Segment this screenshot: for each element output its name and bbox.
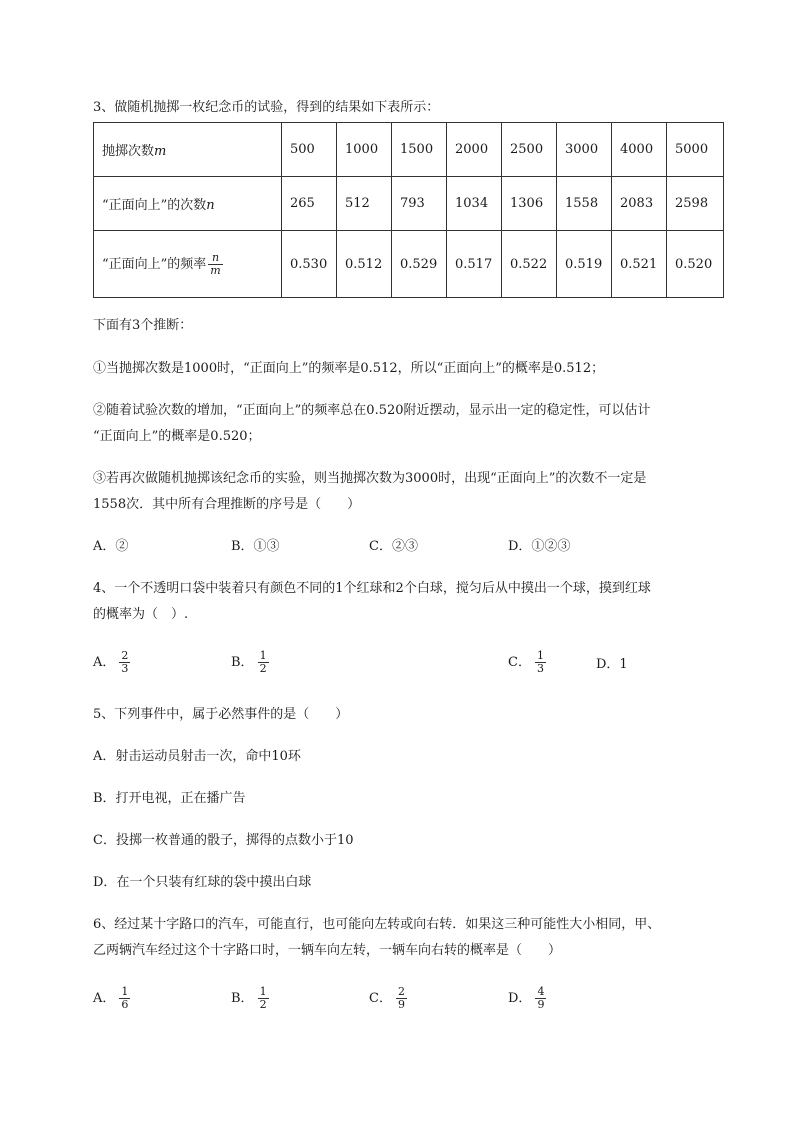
fraction-denominator: 6 — [121, 998, 129, 1011]
table-row — [94, 123, 724, 177]
fraction-denominator: 2 — [259, 662, 267, 675]
q5-option-a: A．射击运动员射击一次，命中10环 — [93, 749, 301, 764]
option-label: A． — [93, 655, 116, 670]
fraction-numerator: n — [208, 252, 222, 265]
fraction-numerator: 4 — [537, 985, 545, 998]
row-variable: n — [206, 198, 215, 213]
q3-option-a: A．② — [93, 539, 129, 554]
q6-option-b — [231, 986, 269, 1011]
fraction — [396, 986, 407, 1011]
table-cell: 2598 — [667, 177, 724, 231]
table-row-header — [94, 231, 282, 298]
q3-statement-2b: “正面向上”的概率是0.520； — [93, 429, 261, 444]
table-cell: 0.519 — [557, 231, 612, 298]
table-cell: 1500 — [392, 123, 447, 177]
q4-stem-a: 4、一个不透明口袋中装着只有颜色不同的1个红球和2个白球，搅匀后从中摸出一个球，摸到红球 — [93, 581, 651, 596]
table-cell: 2083 — [612, 177, 667, 231]
q6-option-a — [93, 986, 130, 1011]
row-label: “正面向上”的次数 — [102, 198, 207, 213]
fraction — [258, 986, 269, 1011]
table-cell: 4000 — [612, 123, 667, 177]
fraction-numerator: 1 — [121, 985, 129, 998]
table-cell: 500 — [282, 123, 337, 177]
q3-statement-3b: 1558次．其中所有合理推断的序号是（ ） — [93, 497, 361, 512]
table-cell: 1034 — [447, 177, 502, 231]
table-cell: 5000 — [667, 123, 724, 177]
fraction-denominator: 2 — [259, 998, 267, 1011]
fraction-numerator: 2 — [121, 649, 129, 662]
option-label: A． — [93, 991, 116, 1006]
q3-statement-1: ①当抛掷次数是1000时，“正面向上”的频率是0.512，所以“正面向上”的概率是0.512； — [93, 361, 605, 376]
q5-option-c: C．投掷一枚普通的骰子，掷得的点数小于10 — [93, 833, 354, 848]
q6-option-d — [508, 986, 546, 1011]
table-row — [94, 177, 724, 231]
table-cell: 0.512 — [337, 231, 392, 298]
fraction-denominator: 3 — [536, 662, 544, 675]
option-label: D． — [508, 991, 532, 1006]
q6-stem-b: 乙两辆汽车经过这个十字路口时，一辆车向左转，一辆车向右转的概率是（ ） — [93, 943, 562, 958]
table-row-header — [94, 123, 282, 177]
q5-option-d: D．在一个只装有红球的袋中摸出白球 — [93, 875, 312, 890]
q4-option-b — [231, 650, 269, 675]
q4-option-d: D．1 — [596, 657, 628, 672]
table-cell: 0.520 — [667, 231, 724, 298]
q6-stem-a: 6、经过某十字路口的汽车，可能直行，也可能向左转或向右转．如果这三种可能性大小相同，甲、 — [93, 917, 661, 932]
option-label: B． — [231, 655, 254, 670]
q3-option-d: D．①②③ — [508, 539, 571, 554]
coin-toss-table — [93, 122, 724, 298]
q4-option-c — [508, 650, 546, 675]
fraction — [535, 650, 546, 675]
q3-option-b: B．①③ — [231, 539, 280, 554]
table-row — [94, 231, 724, 298]
q3-statement-2a: ②随着试验次数的增加，“正面向上”的频率总在0.520附近摆动，显示出一定的稳定性，可以估计 — [93, 403, 651, 418]
fraction-denominator: 3 — [121, 662, 129, 675]
fraction-denominator: m — [210, 263, 221, 277]
option-label: C． — [508, 655, 531, 670]
fraction-numerator: 1 — [259, 649, 267, 662]
fraction-denominator: 9 — [537, 998, 545, 1011]
fraction-numerator: 1 — [259, 985, 267, 998]
table-cell: 265 — [282, 177, 337, 231]
table-cell: 3000 — [557, 123, 612, 177]
fraction — [119, 650, 130, 675]
table-cell: 0.522 — [502, 231, 557, 298]
table-cell: 2000 — [447, 123, 502, 177]
table-cell: 0.529 — [392, 231, 447, 298]
row-label: 抛掷次数 — [102, 144, 155, 159]
fraction-numerator: 2 — [397, 985, 405, 998]
fraction — [258, 650, 269, 675]
q5-stem: 5、下列事件中，属于必然事件的是（ ） — [93, 707, 349, 722]
fraction — [208, 252, 222, 277]
table-cell: 512 — [337, 177, 392, 231]
q6-option-c — [369, 986, 407, 1011]
fraction-numerator: 1 — [536, 649, 544, 662]
table-cell: 1000 — [337, 123, 392, 177]
table-row-header — [94, 177, 282, 231]
q4-stem-b: 的概率为（ ）. — [93, 607, 189, 622]
row-label: “正面向上”的频率 — [102, 256, 207, 272]
fraction — [535, 986, 546, 1011]
table-cell: 0.521 — [612, 231, 667, 298]
q3-option-c: C．②③ — [369, 539, 418, 554]
table-cell: 0.530 — [282, 231, 337, 298]
q4-option-a — [93, 650, 130, 675]
row-variable: m — [154, 144, 167, 159]
q3-statement-3a: ③若再次做随机抛掷该纪念币的实验，则当抛掷次数为3000时，出现“正面向上”的次数不一定是 — [93, 471, 647, 486]
fraction — [119, 986, 130, 1011]
option-label: C． — [369, 991, 392, 1006]
q3-intro: 下面有3个推断： — [93, 318, 193, 333]
q3-stem: 3、做随机抛掷一枚纪念币的试验，得到的结果如下表所示： — [93, 100, 440, 115]
q5-option-b: B．打开电视，正在播广告 — [93, 791, 246, 806]
table-cell: 793 — [392, 177, 447, 231]
table-cell: 2500 — [502, 123, 557, 177]
fraction-denominator: 9 — [397, 998, 405, 1011]
option-label: B． — [231, 991, 254, 1006]
table-cell: 0.517 — [447, 231, 502, 298]
table-cell: 1306 — [502, 177, 557, 231]
table-cell: 1558 — [557, 177, 612, 231]
